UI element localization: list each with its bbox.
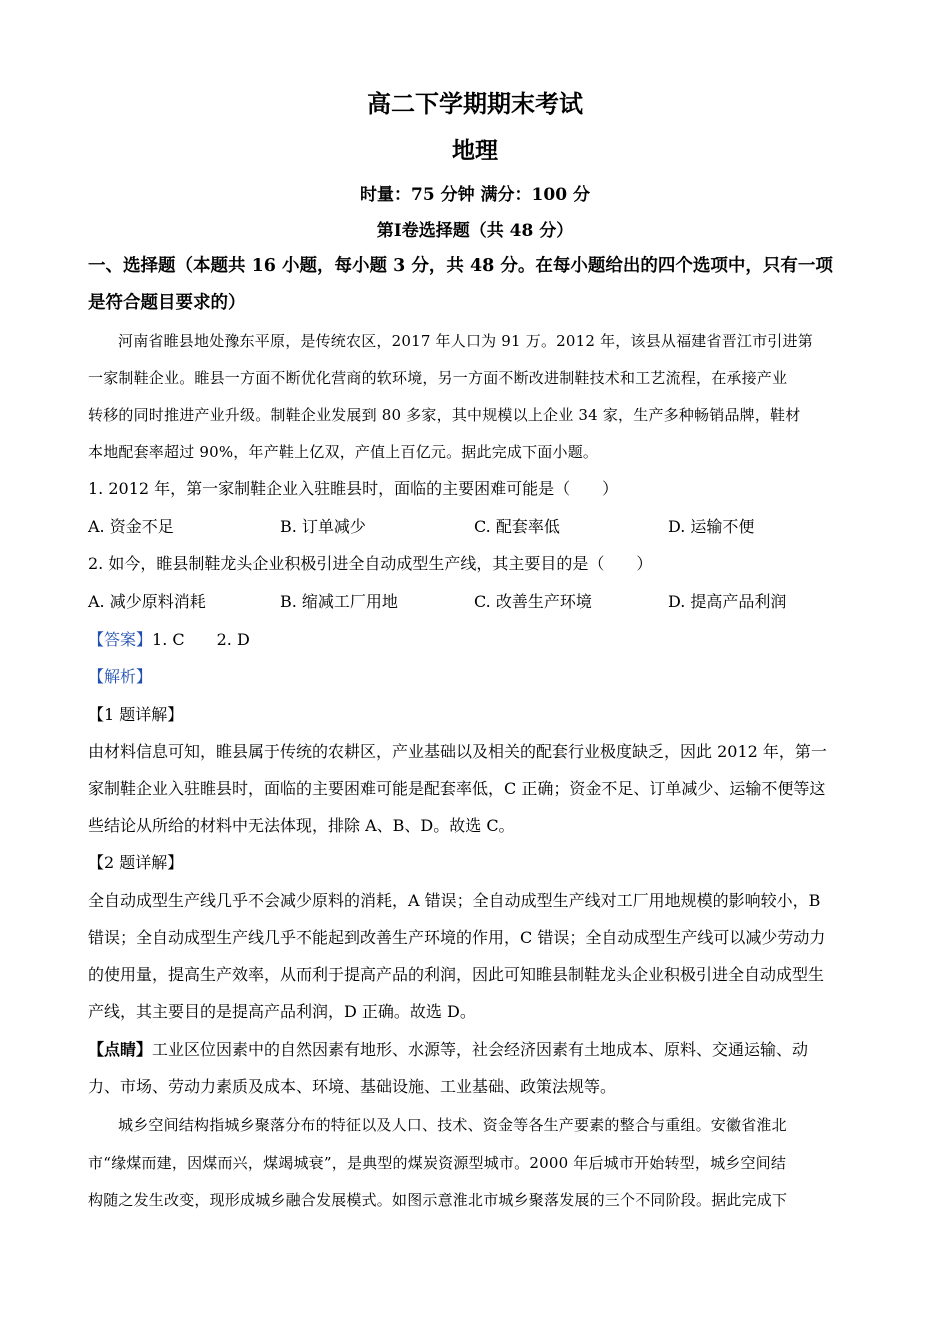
question-2-stem: 2. 如今，睢县制鞋龙头企业积极引进全自动成型生产线，其主要目的是（ ） [88,554,653,573]
material2-line: 市“缘煤而建，因煤而兴，煤竭城衰”，是典型的煤炭资源型城市。2000 年后城市开始转型，城乡空间结 [88,1154,787,1172]
material1-line: 一家制鞋企业。睢县一方面不断优化营商的软环境，另一方面不断改进制鞋技术和工艺流程，在承接产业 [88,369,788,387]
question-2-option-c: C. 改善生产环境 [474,592,592,611]
question-2-option-d: D. 提高产品利润 [668,592,787,611]
detail-2-line: 错误；全自动成型生产线几乎不能起到改善生产环境的作用，C 错误；全自动成型生产线可以减少劳动力 [88,928,826,947]
question-1-option-b: B. 订单减少 [280,517,366,536]
exam-title: 高二下学期期末考试 [367,89,583,118]
section-heading-line-1: 一、选择题（本题共 16 小题，每小题 3 分，共 48 分。在每小题给出的四个选项中，只有一项 [88,256,833,276]
detail-1-tag: 【1 题详解】 [88,705,184,724]
material1-line: 转移的同时推进产业升级。制鞋企业发展到 80 多家，其中规模以上企业 34 家，生产多种畅销品牌，鞋材 [88,406,801,424]
detail-2-line: 产线，其主要目的是提高产品利润，D 正确。故选 D。 [88,1002,476,1021]
time-score-line: 时量：75 分钟 满分：100 分 [360,185,590,205]
subject-title: 地理 [452,137,498,164]
question-1-option-c: C. 配套率低 [474,517,560,536]
tip-line-2: 力、市场、劳动力素质及成本、环境、基础设施、工业基础、政策法规等。 [88,1077,617,1096]
material1-line: 河南省睢县地处豫东平原，是传统农区，2017 年人口为 91 万。2012 年，该县从福建省晋江市引进第 [118,332,813,350]
question-1-option-d: D. 运输不便 [668,517,755,536]
analysis-tag: 【解析】 [88,667,153,686]
question-2-option-a: A. 减少原料消耗 [88,592,206,611]
detail-1-line: 由材料信息可知，睢县属于传统的农耕区，产业基础以及相关的配套行业极度缺乏，因此 2012 年，第一 [88,742,827,761]
question-2-option-b: B. 缩减工厂用地 [280,592,398,611]
material2-line: 城乡空间结构指城乡聚落分布的特征以及人口、技术、资金等各生产要素的整合与重组。安徽省淮北 [118,1116,787,1134]
answer-text: 1. C 2. D [152,630,250,649]
material2-line: 构随之发生改变，现形成城乡融合发展模式。如图示意淮北市城乡聚落发展的三个不同阶段。据此完成下 [88,1191,788,1209]
detail-2-line: 的使用量，提高生产效率，从而利于提高产品的利润，因此可知睢县制鞋龙头企业积极引进全自动成型生 [88,965,825,984]
question-1-stem: 1. 2012 年，第一家制鞋企业入驻睢县时，面临的主要困难可能是（ ） [88,479,619,498]
part-heading: 第Ⅰ卷选择题（共 48 分） [376,221,574,241]
section-heading-line-2: 是符合题目要求的） [88,293,246,313]
detail-2-line: 全自动成型生产线几乎不会减少原料的消耗，A 错误；全自动成型生产线对工厂用地规模的影响较小，B [88,891,821,910]
question-1-option-a: A. 资金不足 [88,517,174,536]
tip-text: 工业区位因素中的自然因素有地形、水源等，社会经济因素有土地成本、原料、交通运输、动 [152,1040,809,1059]
answer-line [88,629,878,651]
detail-2-tag: 【2 题详解】 [88,853,184,872]
answer-tag: 【答案】 [88,630,153,649]
tip-tag: 【点睛】 [88,1040,153,1059]
tip-line-1 [88,1039,878,1061]
detail-1-line: 些结论从所给的材料中无法体现，排除 A、B、D。故选 C。 [88,816,515,835]
detail-1-line: 家制鞋企业入驻睢县时，面临的主要困难可能是配套率低，C 正确；资金不足、订单减少、运输不便等这 [88,779,826,798]
material1-line: 本地配套率超过 90%，年产鞋上亿双，产值上百亿元。据此完成下面小题。 [88,443,599,461]
